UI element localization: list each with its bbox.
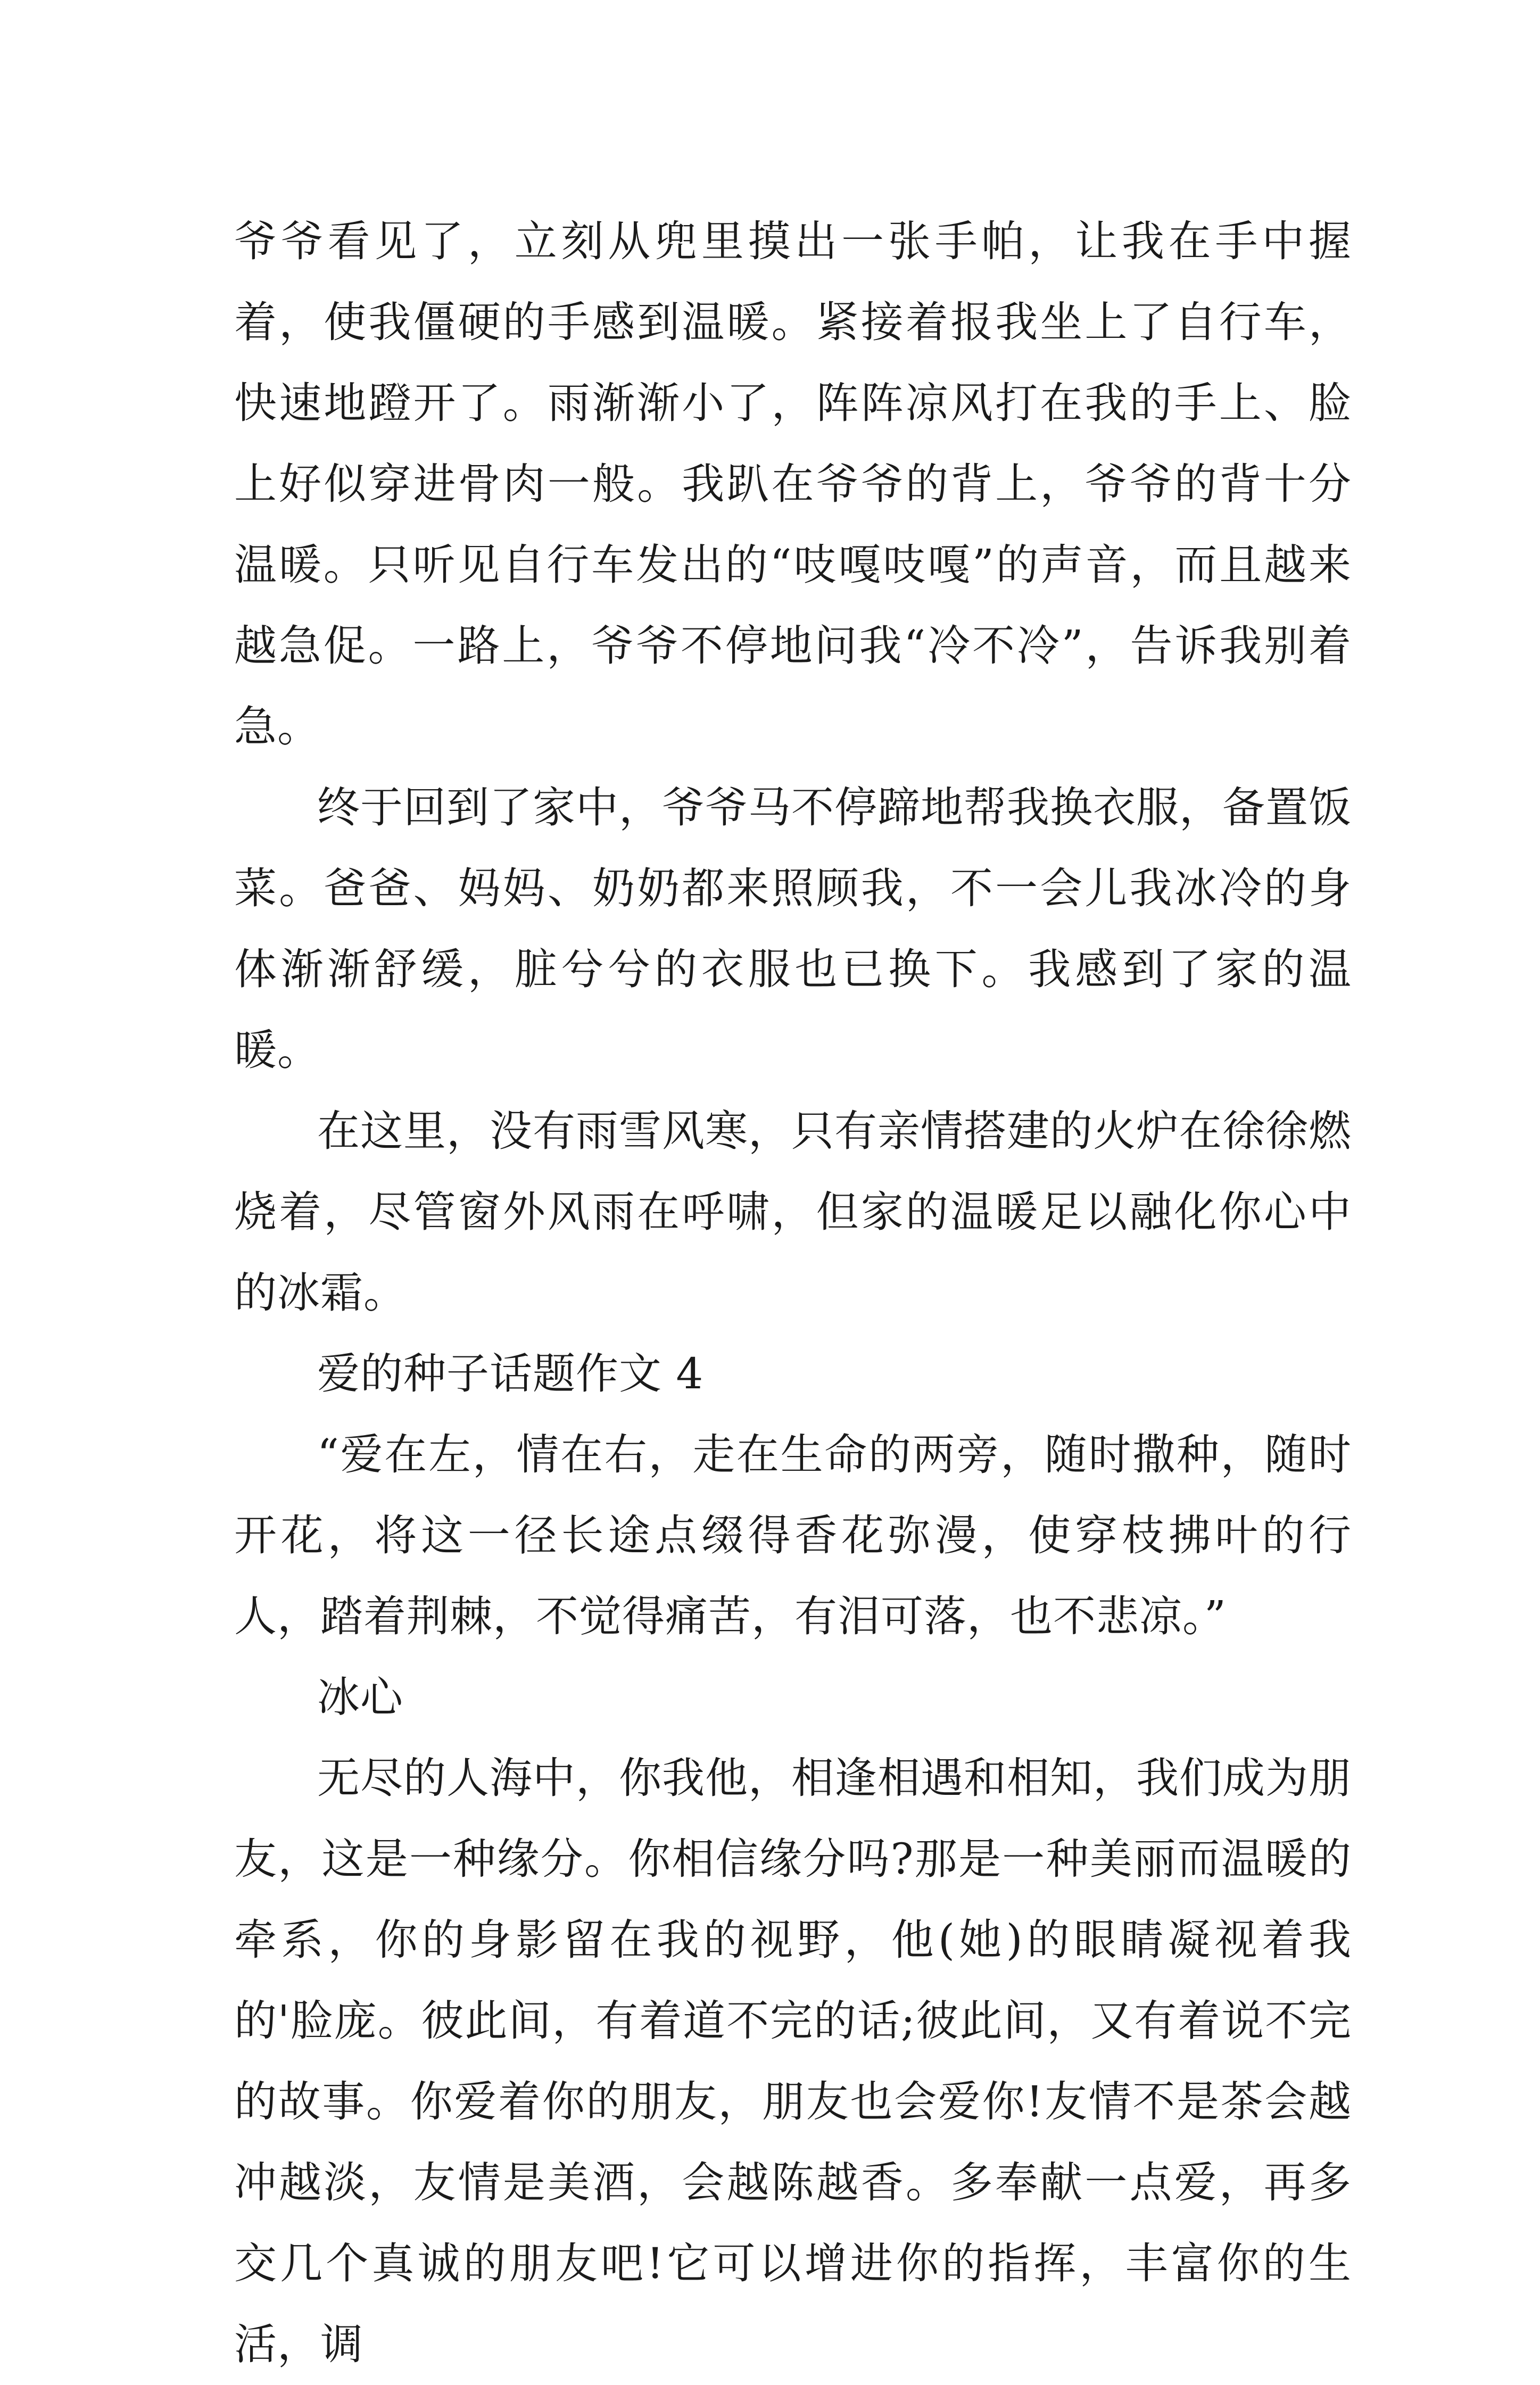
paragraph-friendship: 无尽的人海中，你我他，相逢相遇和相知，我们成为朋友，这是一种缘分。你相信缘分吗?那是一种美丽而温暖的牵系，你的身影留在我的视野，他(她)的眼睛凝视着我的'脸庞。彼此间，有着道不完的话;彼此间，又有着说不完的故事。你爱着你的朋友，朋友也会爱你!友情不是茶会越冲越淡，友情是美酒，会越陈越香。多奉献一点爱，再多交几个真诚的朋友吧!它可以增进你的指挥，丰富你的生活，调 [234, 1753, 1352, 2369]
paragraph-warmth-of-home: 在这里，没有雨雪风寒，只有亲情搭建的火炉在徐徐燃烧着，尽管窗外风雨在呼啸，但家的温暖足以融化你心中的冰霜。 [234, 1106, 1352, 1318]
paragraph-continuation: 爷爷看见了，立刻从兜里摸出一张手帕，让我在手中握着，使我僵硬的手感到温暖。紧接着报我坐上了自行车，快速地蹬开了。雨渐渐小了，阵阵凉风打在我的手上、脸上好似穿进骨肉一般。我趴在爷爷的背上，爷爷的背十分温暖。只听见自行车发出的“吱嘎吱嘎”的声音，而且越来越急促。一路上，爷爷不停地问我“冷不冷”，告诉我别着急。 [234, 217, 1352, 751]
paragraph-arriving-home: 终于回到了家中，爷爷马不停蹄地帮我换衣服，备置饭菜。爸爸、妈妈、奶奶都来照顾我，不一会儿我冰冷的身体渐渐舒缓，脏兮兮的衣服也已换下。我感到了家的温暖。 [234, 783, 1352, 1075]
quote-author: 冰心 [317, 1672, 403, 1722]
essay-title: 爱的种子话题作文 4 [317, 1349, 704, 1398]
quote-paragraph: “爱在左，情在右，走在生命的两旁，随时撒种，随时开花，将这一径长途点缀得香花弥漫，使穿枝拂叶的行人，踏着荆棘，不觉得痛苦，有泪可落，也不悲凉。” [234, 1430, 1352, 1641]
document-body [234, 201, 1352, 2385]
